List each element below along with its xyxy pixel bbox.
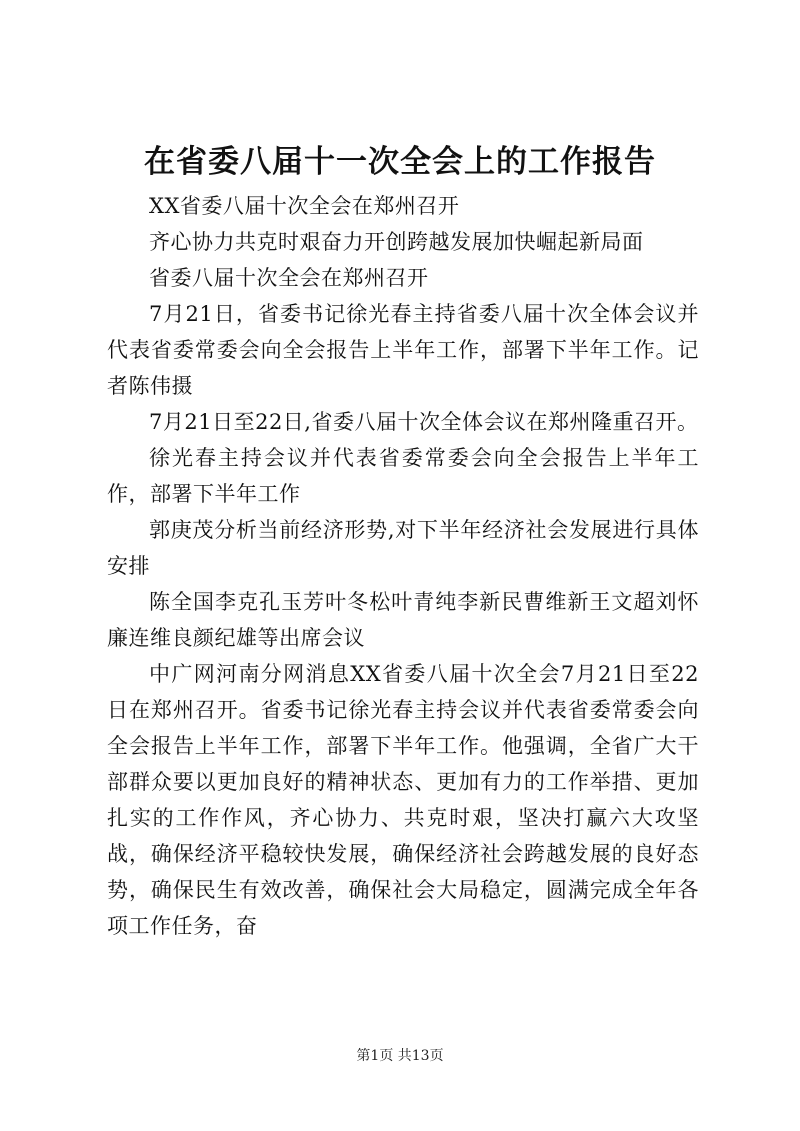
paragraph-6: 徐光春主持会议并代表省委常委会向全会报告上半年工作，部署下半年工作 [107,446,699,506]
document-body [107,188,699,944]
paragraph-1: XX省委八届十次全会在郑州召开 [149,194,460,218]
page-number-footer: 第1页 共13页 [356,1048,444,1064]
paragraph-5: 7月21日至22日,省委八届十次全体会议在郑州隆重召开。 [149,410,699,434]
paragraph-7: 郭庚茂分析当前经济形势,对下半年经济社会发展进行具体安排 [107,518,699,578]
paragraph-9: 中广网河南分网消息XX省委八届十次全会7月21日至22日在郑州召开。省委书记徐光春主持会议并代表省委常委会向全会报告上半年工作，部署下半年工作。他强调，全省广大干部群众要以更加良好的精神状态、更加有力的工作举措、更加扎实的工作作风，齐心协力、共克时艰，坚决打赢六大攻坚战，确保经济平稳较快发展，确保经济社会跨越发展的良好态势，确保民生有效改善，确保社会大局稳定，圆满完成全年各项工作任务，奋 [107,662,699,938]
document-title: 在省委八届十一次全会上的工作报告 [144,144,656,180]
paragraph-4: 7月21日，省委书记徐光春主持省委八届十次全体会议并代表省委常委会向全会报告上半年工作，部署下半年工作。记者陈伟摄 [107,302,699,398]
paragraph-3: 省委八届十次全会在郑州召开 [149,266,429,290]
paragraph-2: 齐心协力共克时艰奋力开创跨越发展加快崛起新局面 [149,230,644,254]
paragraph-8: 陈全国李克孔玉芳叶冬松叶青纯李新民曹维新王文超刘怀廉连维良颜纪雄等出席会议 [107,590,699,650]
